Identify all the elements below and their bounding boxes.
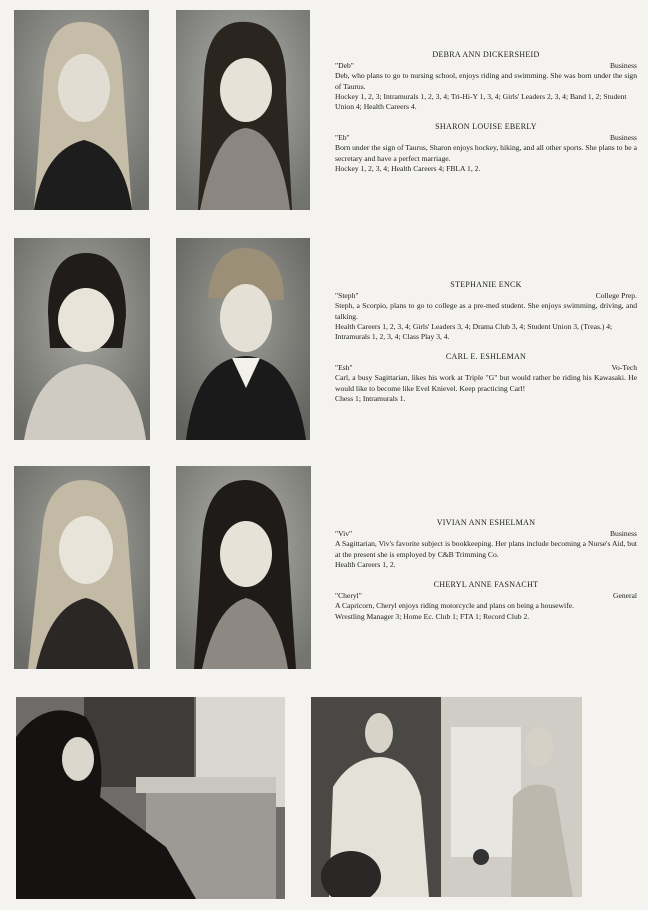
student-name: CHERYL ANNE FASNACHT: [433, 580, 539, 589]
candid-photo-clothing-store: [16, 697, 285, 899]
portrait-photo-stephanie: [14, 238, 150, 440]
student-bio: Steph, a Scorpio, plans to go to college as a pre-med student. She enjoys swimming, driving, and talking.: [335, 301, 637, 321]
student-bio: Deb, who plans to go to nursing school, enjoys riding and swimming. She was born under the sign of Taurus.: [335, 71, 637, 91]
student-activities: Health Careers 1, 2.: [335, 559, 396, 569]
portrait-photo-cheryl: [176, 466, 311, 669]
student-entry: [335, 280, 637, 342]
student-nickname: "Eb": [335, 133, 350, 143]
student-entry: [335, 50, 637, 112]
student-activities: Wrestling Manager 3; Home Ec. Club 1; FTA 1; Record Club 2.: [335, 611, 530, 621]
student-bio: A Capricorn, Cheryl enjoys riding motorcycle and plans on being a housewife.: [335, 601, 574, 611]
student-course: Vo-Tech: [611, 363, 637, 373]
student-bio: Carl, a busy Sagittarian, likes his work at Triple "G" but would rather be riding his Kawasaki. He would like to become like Evel Knievel. Keep practicing Carl!: [335, 373, 637, 393]
student-activities: Hockey 1, 2, 3; Intramurals 1, 2, 3, 4; Tri-Hi-Y 1, 3, 4; Girls' Leaders 2, 3, 4; Band 1, 2; Student Union 4; Health Careers 4.: [335, 91, 627, 112]
portrait-photo-vivian: [14, 466, 150, 669]
portrait-photo-carl: [176, 238, 310, 440]
student-course: Business: [609, 133, 637, 143]
student-name: STEPHANIE ENCK: [450, 280, 522, 289]
student-entry: [335, 580, 637, 622]
student-activities: Health Careers 1, 2, 3, 4; Girls' Leaders 3, 4; Drama Club 3, 4; Student Union 3, (Treas.) 4; Intramurals 1, 2, 3, 4; Class Play 3, 4.: [335, 321, 613, 342]
student-nickname: "Viv": [335, 529, 353, 539]
student-course: General: [612, 591, 637, 601]
student-nickname: "Deb": [335, 61, 354, 71]
portrait-photo-debra: [14, 10, 149, 210]
student-name: CARL E. ESHLEMAN: [445, 352, 527, 361]
student-entry: [335, 352, 637, 404]
candid-photo-vo-tech-lab: [311, 697, 582, 897]
student-entry: [335, 518, 637, 570]
portrait-photo-sharon: [176, 10, 310, 210]
student-nickname: "Esh": [335, 363, 353, 373]
student-name: VIVIAN ANN ESHELMAN: [436, 518, 536, 527]
student-activities: Chess 1; Intramurals 1.: [335, 393, 406, 403]
student-bio: A Sagittarian, Viv's favorite subject is bookkeeping. Her plans include becoming a Nurse's Aid, but at the present she is employed by C&B Trimming Co.: [335, 539, 637, 559]
student-course: Business: [609, 61, 637, 71]
student-name: DEBRA ANN DICKERSHEID: [432, 50, 540, 59]
student-name: SHARON LOUISE EBERLY: [435, 122, 537, 131]
student-course: College Prep.: [595, 291, 637, 301]
student-bio: Born under the sign of Taurus, Sharon enjoys hockey, hiking, and all other sports. She plans to be a secretary and have a perfect marriage.: [335, 143, 637, 163]
student-activities: Hockey 1, 2, 3, 4; Health Careers 4; FBLA 1, 2.: [335, 163, 481, 173]
student-entry: [335, 122, 637, 174]
student-nickname: "Cheryl": [335, 591, 362, 601]
student-course: Business: [609, 529, 637, 539]
student-nickname: "Steph": [335, 291, 359, 301]
